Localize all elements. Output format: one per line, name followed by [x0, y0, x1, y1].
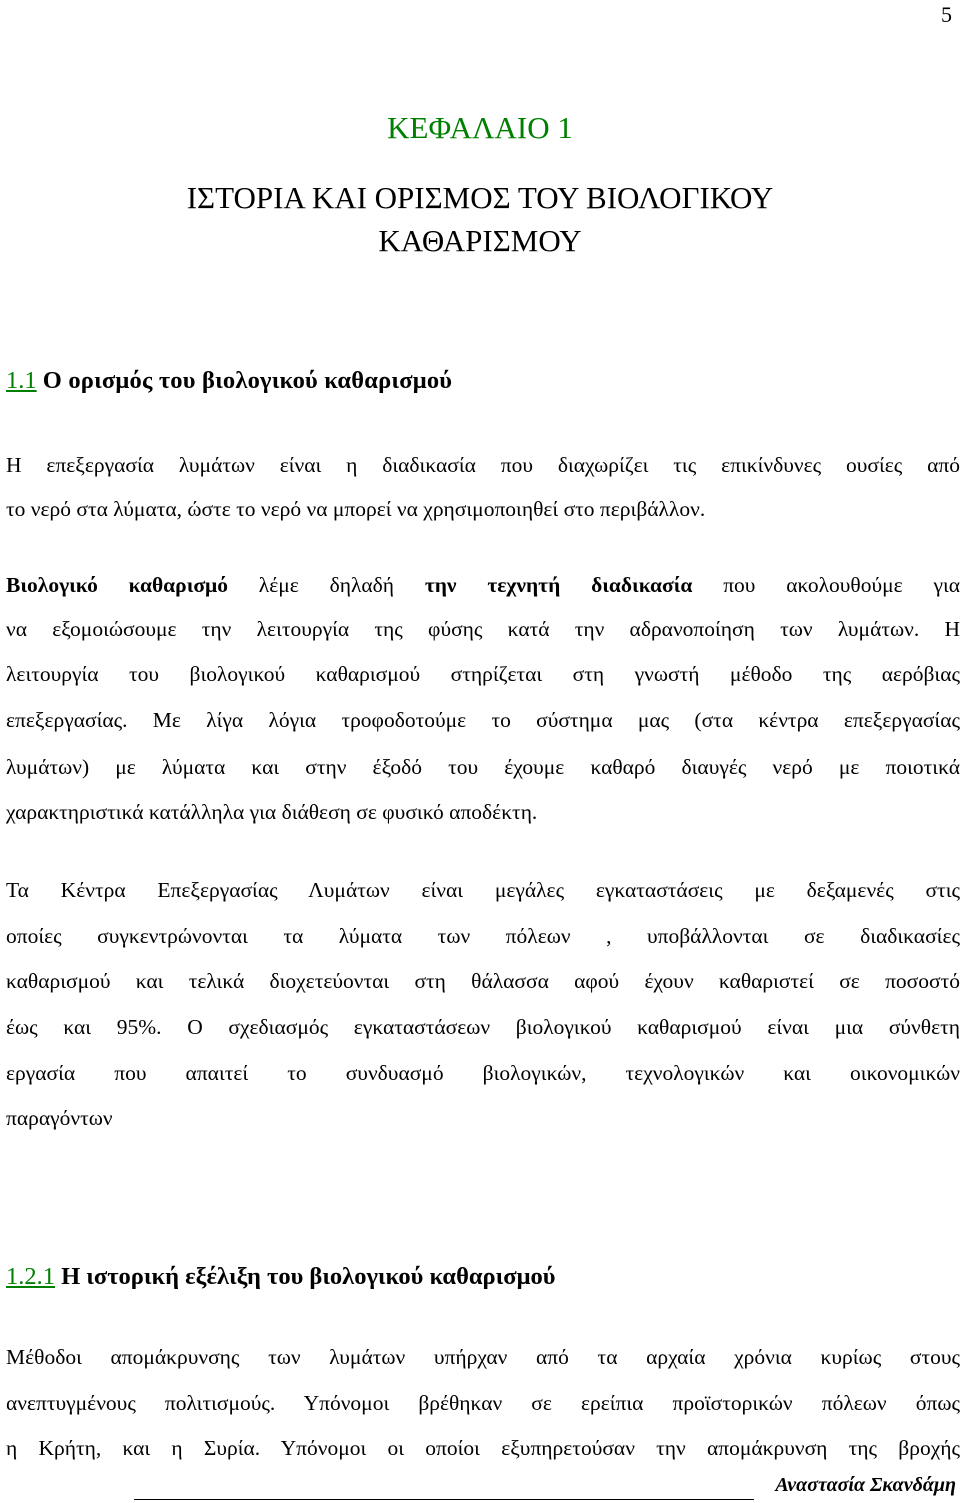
footer-author: Αναστασία Σκανδάμη	[775, 1474, 956, 1496]
section-heading-1-1	[6, 366, 452, 396]
paragraph-line: καθαρισμού και τελικά διοχετεύονται στη θάλασσα αφού έχουν καθαριστεί σε ποσοστό	[6, 969, 960, 993]
section-number: 1.2.1	[6, 1263, 55, 1290]
chapter-title-line-2: ΚΑΘΑΡΙΣΜΟΥ	[378, 223, 582, 258]
paragraph-line: να εξομοιώσουμε την λειτουργία της φύσης κατά την αδρανοποίηση των λυμάτων. Η	[6, 617, 960, 641]
paragraph-line: Η επεξεργασία λυμάτων είναι η διαδικασία που διαχωρίζει τις επικίνδυνες ουσίες από	[6, 453, 960, 477]
paragraph-line: Μέθοδοι απομάκρυνσης των λυμάτων υπήρχαν από τα αρχαία χρόνια κυρίως στους	[6, 1345, 960, 1369]
section-title: Η ιστορική εξέλιξη του βιολογικού καθαρισμού	[55, 1263, 556, 1290]
paragraph-line: το νερό στα λύματα, ώστε το νερό να μπορεί να χρησιμοποιηθεί στο περιβάλλον.	[6, 497, 706, 521]
paragraph-line: λειτουργία του βιολογικού καθαρισμού στηρίζεται στη γνωστή μέθοδο της αερόβιας	[6, 662, 960, 686]
inline-text: λέμε δηλαδή	[228, 573, 425, 597]
paragraph-line: χαρακτηριστικά κατάλληλα για διάθεση σε φυσικό αποδέκτη.	[6, 800, 538, 824]
bold-term: Βιολογικό καθαρισμό	[6, 573, 228, 597]
paragraph-line: παραγόντων	[6, 1106, 113, 1130]
page-number: 5	[941, 2, 952, 27]
paragraph-line: επεξεργασίας. Με λίγα λόγια τροφοδοτούμε το σύστημα μας (στα κέντρα επεξεργασίας	[6, 708, 960, 732]
section-heading-1-2-1	[6, 1262, 555, 1292]
bold-term: την τεχνητή διαδικασία	[424, 573, 693, 597]
chapter-label: ΚΕΦΑΛΑΙΟ 1	[387, 110, 573, 145]
paragraph-line: έως και 95%. Ο σχεδιασμός εγκαταστάσεων βιολογικού καθαρισμού είναι μια σύνθετη	[6, 1015, 960, 1039]
paragraph-line	[6, 572, 960, 598]
paragraph-line: οποίες συγκεντρώνονται τα λύματα των πόλεων , υποβάλλονται σε διαδικασίες	[6, 924, 960, 948]
paragraph-line: η Κρήτη, και η Συρία. Υπόνομοι οι οποίοι εξυπηρετούσαν την απομάκρυνση της βροχής	[6, 1436, 960, 1460]
paragraph-line: λυμάτων) με λύματα και στην έξοδό του έχουμε καθαρό διαυγές νερό με ποιοτικά	[6, 755, 960, 779]
inline-text: που ακολουθούμε για	[692, 573, 960, 597]
paragraph-line: ανεπτυγμένους πολιτισμούς. Υπόνομοι βρέθηκαν σε ερείπια προϊστορικών πόλεων όπως	[6, 1391, 960, 1415]
paragraph-line: εργασία που απαιτεί το συνδυασμό βιολογικών, τεχνολογικών και οικονομικών	[6, 1061, 960, 1085]
chapter-title	[0, 176, 960, 262]
section-title: Ο ορισμός του βιολογικού καθαρισμού	[42, 367, 453, 394]
paragraph-line: Τα Κέντρα Επεξεργασίας Λυμάτων είναι μεγάλες εγκαταστάσεις με δεξαμενές στις	[6, 878, 960, 902]
section-number: 1.1	[6, 367, 37, 394]
chapter-title-line-1: ΙΣΤΟΡΙΑ ΚΑΙ ΟΡΙΣΜΟΣ ΤΟΥ ΒΙΟΛΟΓΙΚΟΥ	[186, 180, 774, 215]
footer-rule	[134, 1499, 754, 1500]
